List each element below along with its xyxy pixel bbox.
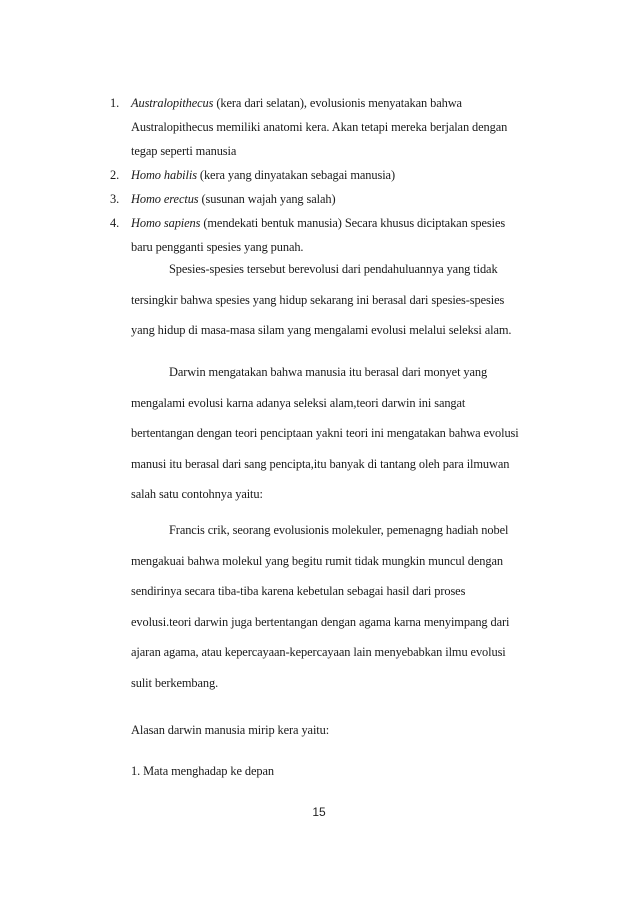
scientific-name: Homo sapiens: [131, 216, 201, 230]
page-number: 15: [312, 805, 326, 819]
list-item: [110, 211, 550, 259]
paragraph-line: Alasan darwin manusia mirip kera yaitu:: [131, 723, 330, 737]
list-item-number: 4.: [110, 216, 120, 230]
paragraph-line: sendirinya secara tiba-tiba karena kebetulan sebagai hasil dari proses: [131, 584, 466, 598]
paragraph-line: Francis crik, seorang evolusionis molekuler, pemenagng hadiah nobel: [169, 523, 509, 537]
list-item-continuation: tegap seperti manusia: [131, 144, 237, 158]
list-item-description: (kera yang dinyatakan sebagai manusia): [196, 168, 395, 182]
paragraph-line: Darwin mengatakan bahwa manusia itu berasal dari monyet yang: [169, 365, 488, 379]
paragraph-line: 1. Mata menghadap ke depan: [131, 764, 274, 778]
list-item-number: 3.: [110, 192, 120, 206]
list-item-text: [131, 211, 550, 235]
paragraph-darwin: [131, 357, 551, 510]
paragraph-line: Spesies-spesies tersebut berevolusi dari pendahuluannya yang tidak: [169, 262, 498, 276]
paragraph-line: sulit berkembang.: [131, 675, 219, 690]
paragraph-line: mengalami evolusi karna adanya seleksi alam,teori darwin ini sangat: [131, 395, 466, 410]
paragraph-reasons-heading: [131, 715, 551, 746]
list-item-description: (mendekati bentuk manusia) Secara khusus diciptakan spesies: [200, 216, 506, 230]
list-item-text: [131, 91, 550, 115]
list-item-continuation: Australopithecus memiliki anatomi kera. Akan tetapi mereka berjalan dengan: [131, 120, 508, 134]
scientific-name: Homo erectus: [131, 192, 199, 206]
paragraph-line: salah satu contohnya yaitu:: [131, 487, 263, 501]
list-item: [110, 187, 550, 211]
list-item: [110, 163, 550, 187]
list-item: [110, 91, 550, 163]
paragraph-line: evolusi.teori darwin juga bertentangan dengan agama karna menyimpang dari: [131, 614, 510, 629]
scientific-name: Australopithecus: [131, 96, 214, 110]
paragraph-line: bertentangan dengan teori penciptaan yakni teori ini mengatakan bahwa evolusi: [131, 426, 519, 440]
scientific-name: Homo habilis: [131, 168, 197, 182]
list-item-number: 1.: [110, 96, 120, 110]
paragraph-line: ajaran agama, atau kepercayaan-kepercayaan lain menyebabkan ilmu evolusi: [131, 645, 506, 659]
list-item-text: [131, 187, 550, 211]
paragraph-line: mengakuai bahwa molekul yang begitu rumit tidak mungkin muncul dengan: [131, 553, 503, 568]
paragraph-species: [131, 254, 551, 346]
numbered-list: [110, 91, 550, 259]
paragraph-line: yang hidup di masa-masa silam yang mengalami evolusi melalui seleksi alam.: [131, 323, 512, 337]
list-item-description: (kera dari selatan), evolusionis menyatakan bahwa: [213, 96, 462, 110]
list-item-description: (susunan wajah yang salah): [198, 192, 336, 206]
reasons-list-item: [131, 756, 551, 787]
list-item-continuation: baru pengganti spesies yang punah.: [131, 240, 304, 254]
paragraph-line: tersingkir bahwa spesies yang hidup sekarang ini berasal dari spesies-spesies: [131, 292, 505, 307]
paragraph-francis-crick: [131, 515, 551, 698]
list-item-text: [131, 163, 550, 187]
list-item-number: 2.: [110, 168, 120, 182]
paragraph-line: manusi itu berasal dari sang pencipta,itu banyak di tantang oleh para ilmuwan: [131, 456, 510, 471]
